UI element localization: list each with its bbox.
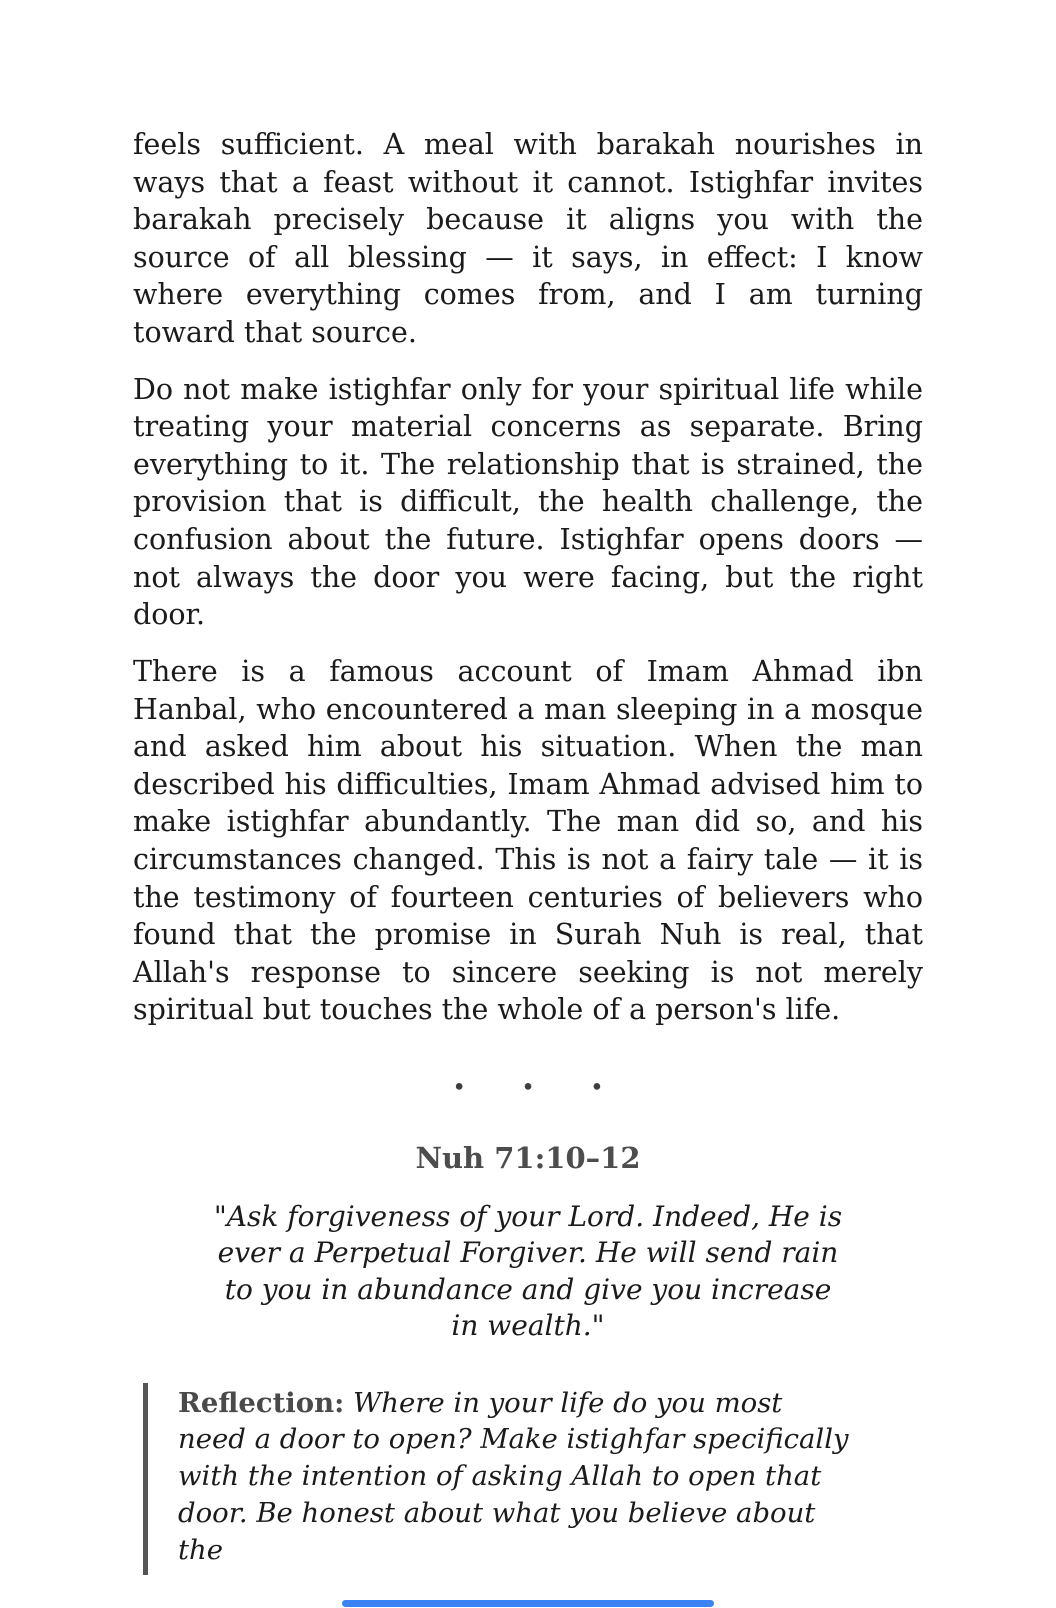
progress-indicator[interactable] (342, 1600, 714, 1607)
body-paragraph: feels sufficient. A meal with barakah nourishes in ways that a feast without it cannot. Istighfar invites barakah precisely because it aligns you with the source of all blessing — it says, in effect: I know where everything comes from, and I am turning toward that source. (133, 128, 923, 350)
reflection-block (143, 1383, 854, 1575)
reflection-text: Where in your life do you most need a door to open? Make istighfar specifically with the intention of asking Allah to open that door. Be honest about what you believe about the (178, 1386, 849, 1566)
verse-quote: "Ask forgiveness of your Lord. Indeed, He is ever a Perpetual Forgiver. He will send rain to you in abundance and give you increase in wealth." (213, 1200, 843, 1343)
verse-heading: Nuh 71:10–12 (415, 1141, 641, 1176)
reflection-label: Reflection: (178, 1386, 345, 1419)
section-separator-dots: • • • (452, 1075, 628, 1102)
body-paragraph: Do not make istighfar only for your spiritual life while treating your material concerns as separate. Bring everything to it. The relationship that is strained, the provision that is difficult, the health challenge, the confusion about the future. Istighfar opens doors — not always the door you were facing, but the right door. (133, 372, 923, 632)
body-paragraph: There is a famous account of Imam Ahmad ibn Hanbal, who encountered a man sleeping in a mosque and asked him about his situation. When the man described his difficulties, Imam Ahmad advised him to make istighfar abundantly. The man did so, and his circumstances changed. This is not a fairy tale — it is the testimony of fourteen centuries of believers who found that the promise in Surah Nuh is real, that Allah's response to sincere seeking is not merely spiritual but touches the whole of a person's life. (133, 654, 923, 1027)
